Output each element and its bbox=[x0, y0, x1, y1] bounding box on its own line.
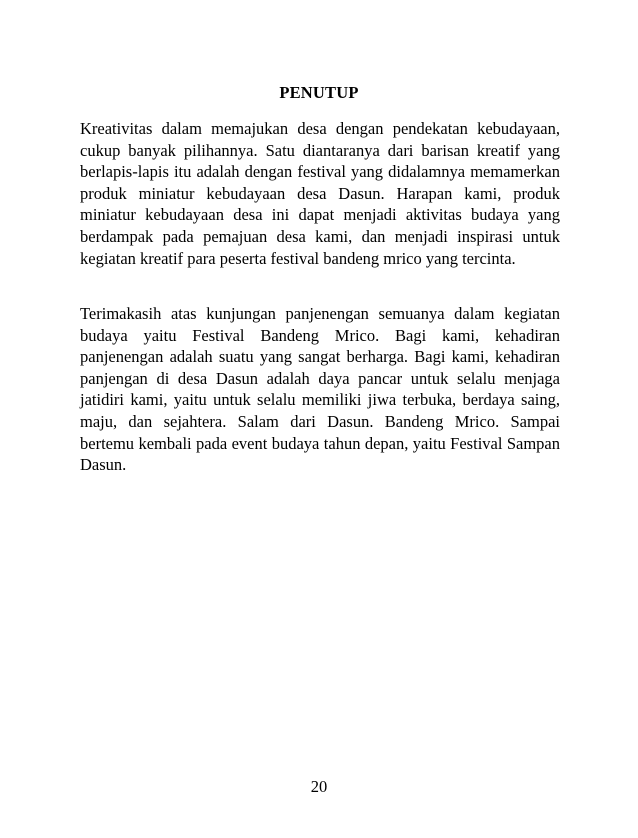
body-paragraph-2: Terimakasih atas kunjungan panjenengan semuanya dalam kegiatan budaya yaitu Festival Bandeng Mrico. Bagi kami, kehadiran panjenengan adalah suatu yang sangat berharga. Bagi kami, kehadiran panjengan di desa Dasun adalah daya pancar untuk selalu menjaga jatidiri kami, yaitu untuk selalu memiliki jiwa terbuka, berdaya saing, maju, dan sejahtera. Salam dari Dasun. Bandeng Mrico. Sampai bertemu kembali pada event budaya tahun depan, yaitu Festival Sampan Dasun. bbox=[80, 304, 560, 475]
page-number: 20 bbox=[310, 777, 328, 796]
body-paragraph-1: Kreativitas dalam memajukan desa dengan pendekatan kebudayaan, cukup banyak pilihannya. Satu diantaranya dari barisan kreatif yang berlapis-lapis itu adalah dengan festival yang didalamnya memamerkan produk miniatur kebudayaan desa Dasun. Harapan kami, produk miniatur kebudayaan desa ini dapat menjadi aktivitas budaya yang berdampak pada pemajuan desa kami, dan menjadi inspirasi untuk kegiatan kreatif para peserta festival bandeng mrico yang tercinta. bbox=[80, 119, 560, 268]
page-heading: PENUTUP bbox=[279, 83, 359, 102]
